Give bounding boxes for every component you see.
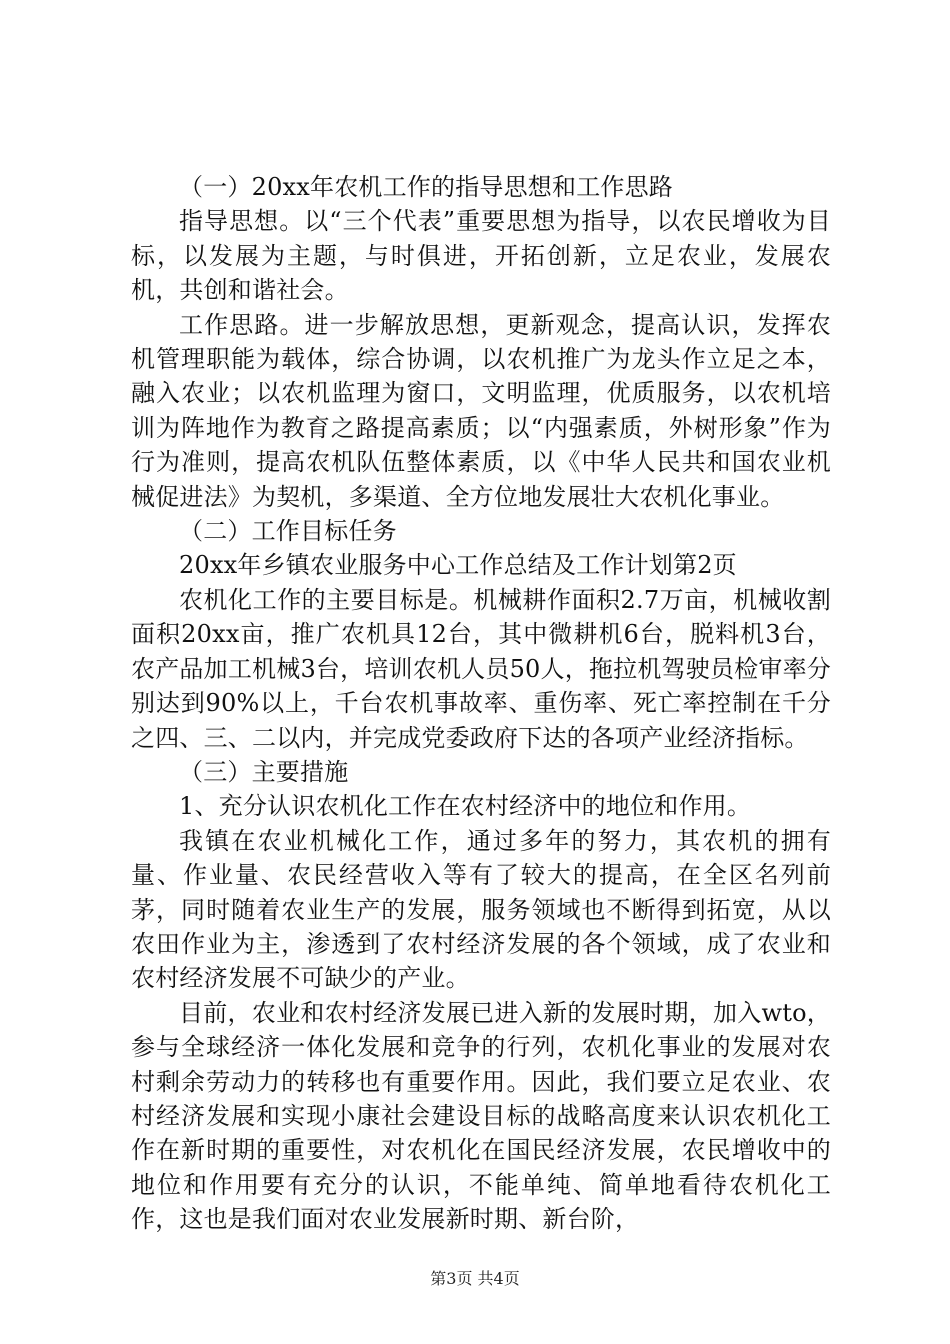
work-approach-paragraph: 工作思路。进一步解放思想，更新观念，提高认识，发挥农机管理职能为载体，综合协调，以农机推广为龙头作立足之本，融入农业；以农机监理为窗口，文明监理，优质服务，以农机培训为阵地作为教育之路提高素质；以“内强素质，外树形象”作为行为准则，提高农机队伍整体素质，以《中华人民共和国农业机械促进法》为契机，多渠道、全方位地发展壮大农机化事业。 [131,310,831,511]
section-heading-2: （二）工作目标任务 [179,517,397,546]
town-progress-paragraph: 我镇在农业机械化工作，通过多年的努力，其农机的拥有量、作业量、农民经营收入等有了较大的提高，在全区名列前茅，同时随着农业生产的发展，服务领域也不断得到拓宽，从以农田作业为主，渗透到了农村经济发展的各个领域，成了农业和农村经济发展不可缺少的产业。 [131,826,831,993]
measure-item-1: 1、充分认识农机化工作在农村经济中的地位和作用。 [179,792,752,821]
page-footer: 第3页 共4页 [430,1269,520,1288]
section-heading-1: （一）20xx年农机工作的指导思想和工作思路 [179,173,674,201]
page-title-line: 20xx年乡镇农业服务中心工作总结及工作计划第2页 [179,551,737,580]
section-heading-3: （三）主要措施 [179,757,349,786]
current-situation-paragraph: 目前，农业和农村经济发展已进入新的发展时期，加入wto，参与全球经济一体化发展和竞争的行列，农机化事业的发展对农村剩余劳动力的转移也有重要作用。因此，我们要立足农业、农村经济发展和实现小康社会建设目标的战略高度来认识农机化工作在新时期的重要性，对农机化在国民经济发展，农民增收中的地位和作用要有充分的认识，不能单纯、简单地看待农机化工作，这也是我们面对农业发展新时期、新台阶， [131,998,831,1234]
targets-paragraph: 农机化工作的主要目标是。机械耕作面积2.7万亩，机械收割面积20xx亩，推广农机具12台，其中微耕机6台，脱料机3台，农产品加工机械3台，培训农机人员50人，拖拉机驾驶员检审率分别达到90%以上，千台农机事故率、重伤率、死亡率控制在千分之四、三、二以内，并完成党委政府下达的各项产业经济指标。 [131,585,831,752]
guiding-ideology-paragraph: 指导思想。以“三个代表”重要思想为指导，以农民增收为目标，以发展为主题，与时俱进，开拓创新，立足农业，发展农机，共创和谐社会。 [131,207,831,305]
document-body [131,170,831,1237]
